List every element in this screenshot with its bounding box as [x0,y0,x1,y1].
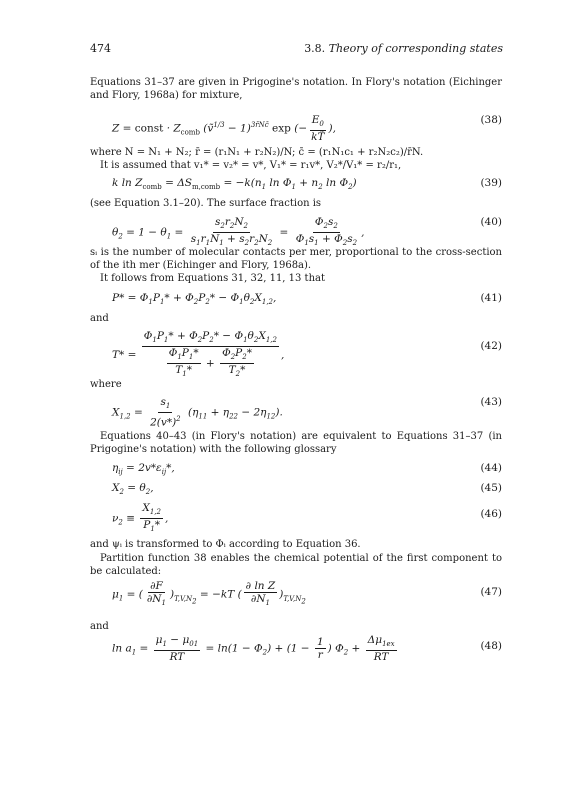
equation-48: $\ln a_1$ = $\frac{\mu_1 - \mu_{01}}{RT}$ = $\ln(1 - \Phi_2) + (1$ − $\frac{1}{r}$ ) $\Phi_2$ + $\frac{\Delta\mu_{1ex}}{RT}$ (48) [112,634,502,664]
equation-number-40: (40) [480,216,502,228]
equation-42: T* = $\Phi_1P_1* + \Phi_2P_2* - \Phi_1\theta_2X_{1,2}$ $\frac{\Phi_1P_1*}{T_1*}$ + $\frac{\Phi_2P_2*}{T_2*}$ , (42) [112,330,502,379]
paragraph-partition: Partition function 38 enables the chemical potential of the first component to be calculated: [90,553,502,577]
paragraph-surface-fraction: (see Equation 3.1–20). The surface fraction is [90,198,322,209]
equation-44: $\eta_{ij} = 2v*\varepsilon_{ij}*$, (44) [112,462,502,477]
equation-number-41: (41) [480,292,502,304]
equation-number-38: (38) [480,114,502,126]
paragraph-intro: Equations 31–37 are given in Prigogine's notation. In Flory's notation (Eichinger and Flory, 1968a) for mixture, [90,77,502,101]
equation-number-47: (47) [480,586,502,598]
paragraph-contacts: sᵢ is the number of molecular contacts per mer, proportional to the cross-section of the ith mer (Eichinger and Flory, 1968a). [90,247,502,271]
paragraph-assumption: It is assumed that v₁* = v₂* = v*, V₁* = r₁v*, V₂*/V₁* = r₂/r₁, [100,160,402,171]
paragraph-follows: It follows from Equations 31, 32, 11, 13 that [100,273,325,284]
equation-45: $X_2 = \theta_2$, (45) [112,482,502,497]
equation-number-43: (43) [480,396,502,408]
paragraph-transform: and ψᵢ is transformed to Φᵢ according to Equation 36. [90,539,361,550]
running-header [304,42,503,55]
equation-47: $\mu_1$ = ( $\frac{\partial F}{\partial N_1}$ )$_{T,V,N_2} = -kT$ ( $\frac{\text{∂ ln Z}}{\partial N_1}$ )$_{T,V,N_2}$ (47) [112,580,502,608]
equation-43: $X_{1,2}$ = $\frac{s_1}{2(v*)^2}$ $(\eta_{11} + \eta_{22} - 2\eta_{12})$. (43) [112,396,502,429]
paragraph-glossary: Equations 40–43 (in Flory's notation) are equivalent to Equations 31–37 (in Prigogine's notation) with the following glossary [90,431,502,455]
paragraph-where-n: where N = N₁ + N₂; r̄ = (r₁N₁ + r₂N₂)/N; c̄ = (r₁N₁c₁ + r₂N₂c₂)/r̄N. [90,147,424,158]
equation-number-39: (39) [480,177,502,189]
equation-38: Z = const · $Z_{comb}$ (ṽ$^{1/3}$ − 1)$^{3r̄Nc̄}$ exp (− $\frac{E_0}{kT̃}$ ), (38) [112,114,502,144]
equation-40: $\theta_2 = 1 - \theta_1$ = $\frac{s_2r_2N_2}{s_1r_1N_1 + s_2r_2N_2}$ = $\frac{\Phi_2s_2}{\Phi_1s_1 + \Phi_2s_2}$ , (40) [112,216,502,248]
equation-number-46: (46) [480,508,502,520]
equation-39: k $\ln Z_{comb} = \Delta S_{m,comb} = -k(n_1$ $\ln \Phi_1 + n_2$ $\ln \Phi_2$) (39) [112,177,502,192]
paragraph-and-2: and [90,621,109,632]
paragraph-and-1: and [90,313,109,324]
equation-number-48: (48) [480,640,502,652]
paragraph-where: where [90,379,122,390]
section-title: Theory of corresponding states [328,42,503,55]
equation-number-45: (45) [480,482,502,494]
section-number: 3.8. [304,42,326,55]
page-number: 474 [90,42,111,55]
equation-number-44: (44) [480,462,502,474]
equation-41: $P* = \Phi_1P_1* + \Phi_2P_2* - \Phi_1\theta_2X_{1,2}$, (41) [112,292,502,307]
equation-46: $\nu_2$ ≡ $\frac{X_{1,2}}{P_1*}$ , (46) [112,502,502,534]
equation-number-42: (42) [480,340,502,352]
